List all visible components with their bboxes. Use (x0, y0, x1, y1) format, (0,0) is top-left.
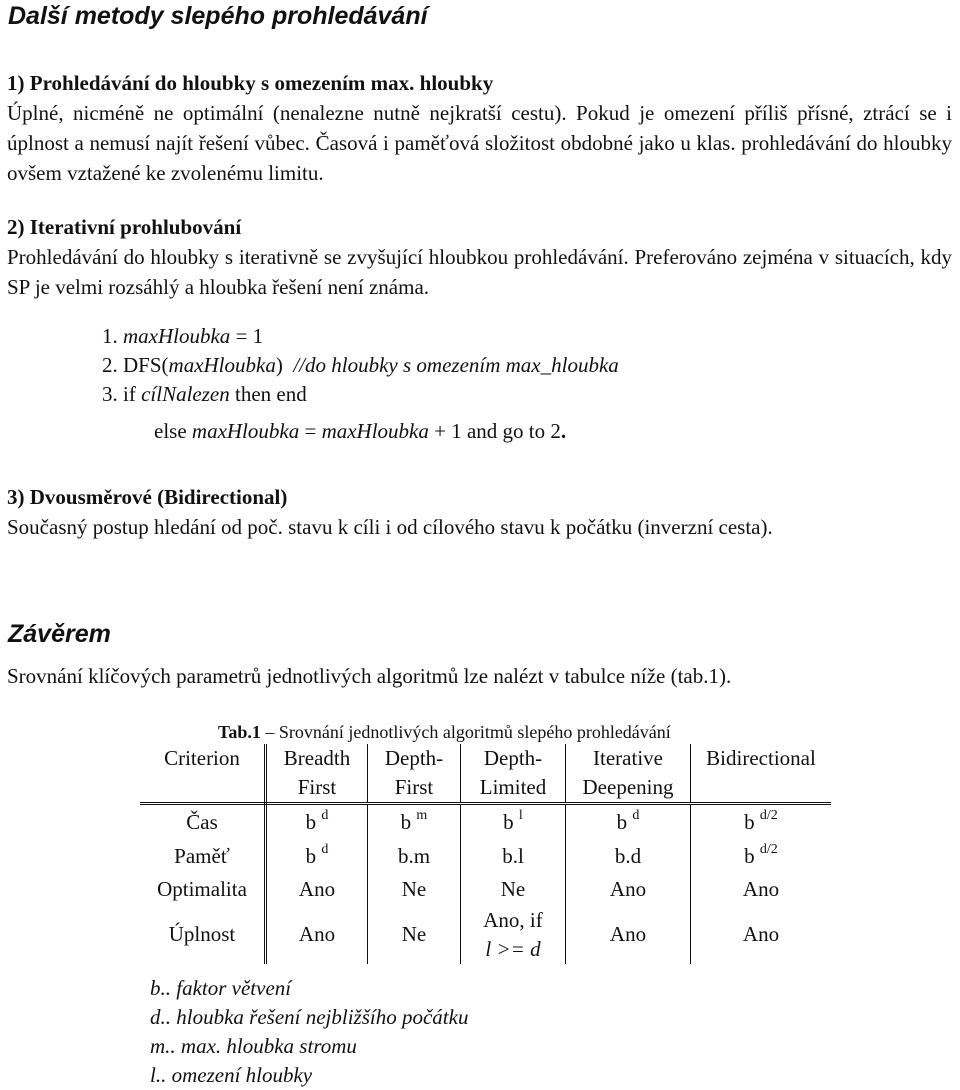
table-row: Úplnost Ano Ne Ano, if l >= d Ano Ano (140, 906, 831, 964)
step-1: 1. maxHloubka = 1 (102, 324, 264, 348)
table-row: Paměť b $^d$ b.m b.l b.d b $^{d/2}$ (140, 840, 831, 874)
section-paragraph: Úplné, nicméně ne optimální (nenalezne nutně nejkratší cestu). Pokud je omezení příliš přísné, ztrácí se i úplnost a nemusí najít řešení vůbec. Časová i paměťová složitost obdobné jako u klas. prohledávání do hloubky ovšem vztažené ke zvolenému limitu. (7, 101, 952, 185)
row-label-optimalita: Optimalita (140, 874, 266, 906)
legend-item: d.. hloubka řešení nejbližšího počátku (150, 1005, 469, 1029)
row-label-uplnost: Úplnost (140, 906, 266, 964)
page-title: Další metody slepého prohledávání (8, 2, 428, 30)
section-paragraph: Současný postup hledání od poč. stavu k cíli i od cílového stavu k počátku (inverzní cesta). (7, 515, 773, 539)
step-3: 3. if cílNalezen then end (102, 382, 307, 406)
section-depth-limited (7, 68, 952, 188)
section-title: 1) Prohledávání do hloubky s omezením max. hloubky (7, 71, 494, 95)
header-iterative-deepening: Iterative Deepening (566, 744, 691, 804)
section-iterative-deepening (7, 212, 952, 302)
table-caption: Tab.1 – Srovnání jednotlivých algoritmů slepého prohledávání (218, 722, 671, 742)
header-breadth-first: Breadth First (266, 744, 368, 804)
table-row: Optimalita Ano Ne Ne Ano Ano (140, 874, 831, 906)
legend-item: m.. max. hloubka stromu (150, 1034, 357, 1058)
header-bidirectional: Bidirectional (691, 744, 832, 804)
step-2: 2. DFS(maxHloubka) //do hloubky s omezením max_hloubka (102, 353, 619, 377)
step-3-else: else maxHloubka = maxHloubka + 1 and go to 2. (154, 419, 567, 443)
table-legend (150, 974, 468, 1090)
section-bidirectional (7, 482, 952, 542)
section-title: 2) Iterativní prohlubování (7, 215, 242, 239)
table-header-row (140, 744, 831, 804)
section-paragraph: Prohledávání do hloubky s iterativně se zvyšující hloubkou prohledávání. Preferováno zejména v situacích, kdy SP je velmi rozsáhlý a hloubka řešení není známa. (7, 245, 952, 299)
header-depth-limited: Depth- Limited (461, 744, 566, 804)
conclusion-paragraph: Srovnání klíčových parametrů jednotlivých algoritmů lze nalézt v tabulce níže (tab.1). (7, 664, 732, 688)
header-depth-first: Depth- First (368, 744, 461, 804)
table-row: Čas b $^d$ b $^m$ b $^l$ b $^d$ b $^{d/2}$ (140, 804, 831, 840)
algorithm-steps (102, 322, 619, 446)
legend-item: l.. omezení hloubky (150, 1063, 313, 1087)
conclusion-heading: Závěrem (8, 620, 111, 648)
legend-item: b.. faktor větvení (150, 976, 292, 1000)
row-label-cas: Čas (140, 804, 266, 840)
header-criterion: Criterion (140, 744, 266, 804)
comparison-table (140, 744, 831, 964)
section-title: 3) Dvousměrové (Bidirectional) (7, 485, 288, 509)
row-label-pamet: Paměť (140, 840, 266, 874)
